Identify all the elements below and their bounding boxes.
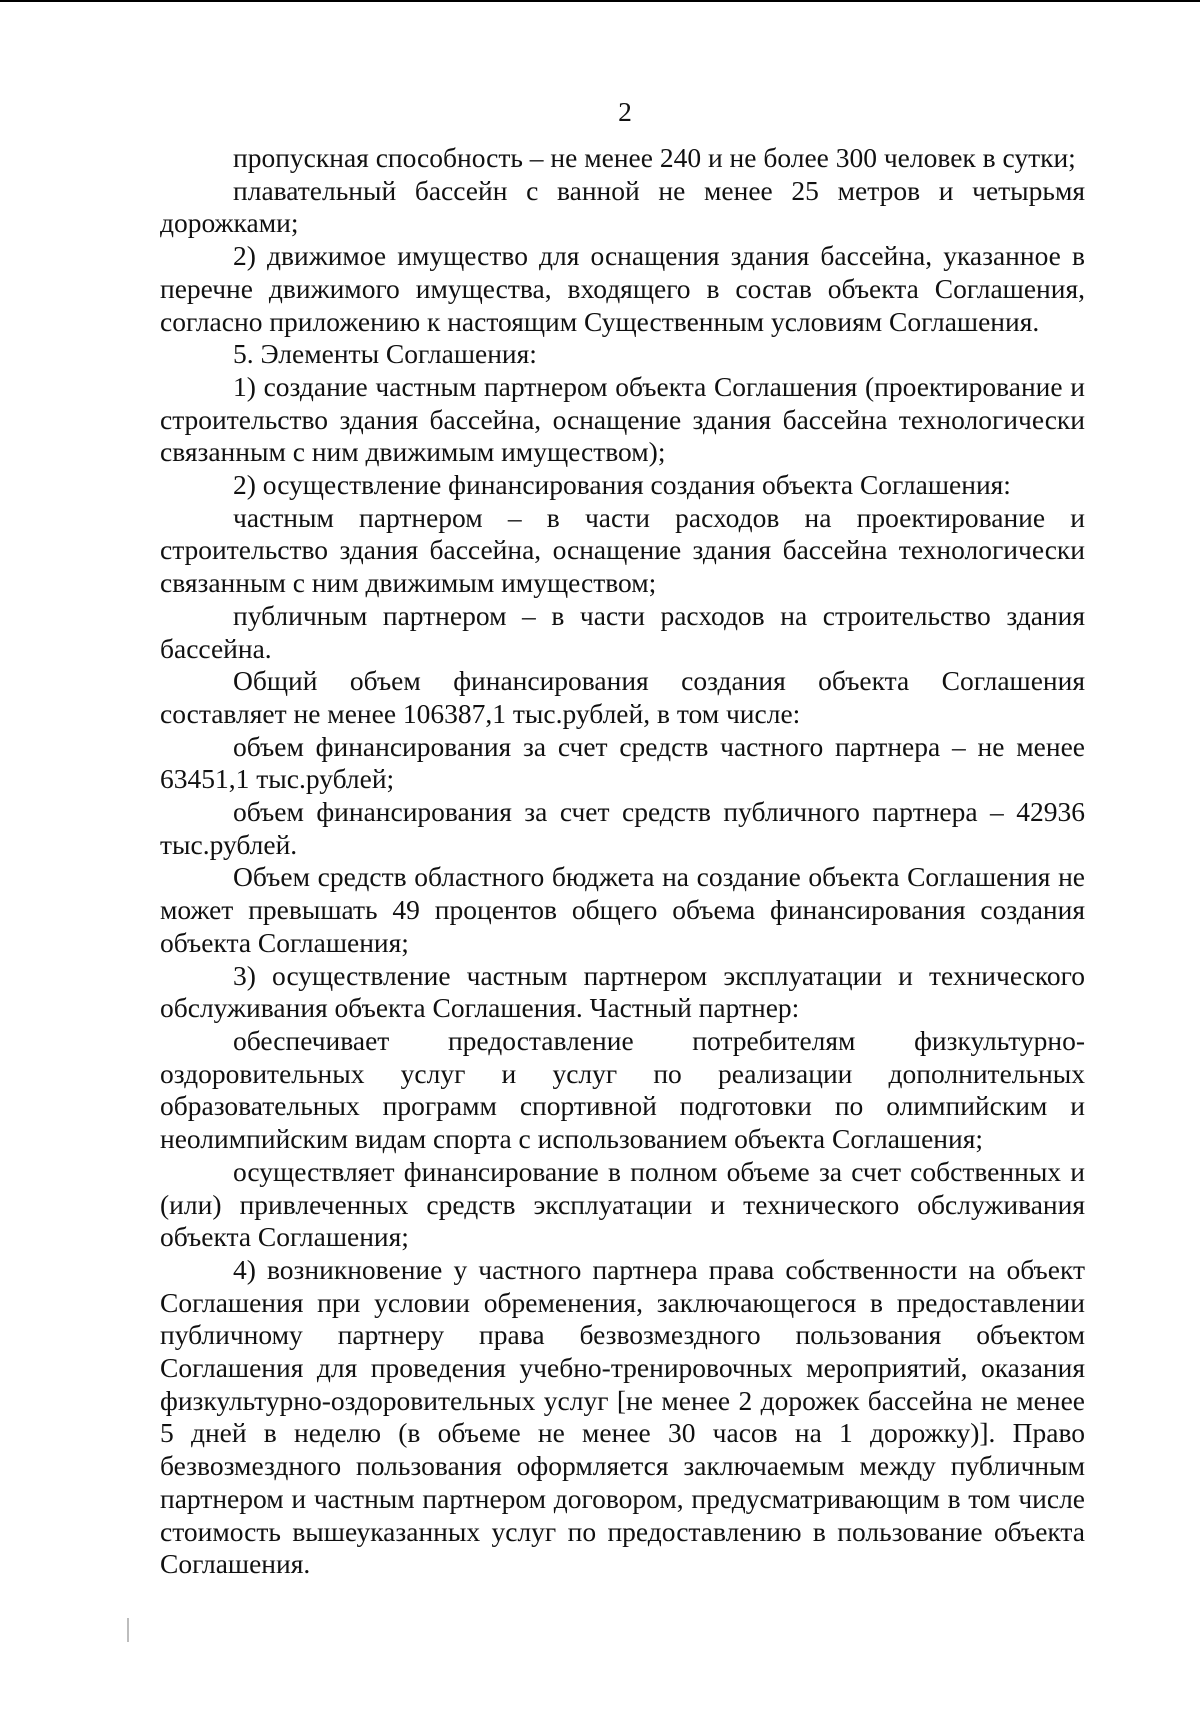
paragraph-agreement-elements-heading: 5. Элементы Соглашения: — [233, 338, 537, 370]
paragraph-financing: 2) осуществление финансирования создания объекта Соглашения: — [233, 469, 1011, 501]
paragraph-private-financing-amount: объем финансирования за счет средств частного партнера – не менее 63451,1 тыс.рублей; — [160, 730, 1085, 795]
paragraph-creation: 1) создание частным партнером объекта Соглашения (проектирование и строительство здания бассейна, оснащение здания бассейна технологически связанным с ним движимым имуществом); — [160, 370, 1085, 468]
scan-top-edge — [0, 0, 1200, 2]
paragraph-throughput: пропускная способность – не менее 240 и не более 300 человек в сутки; — [233, 142, 1076, 173]
paragraph-operation: 3) осуществление частным партнером эксплуатации и технического обслуживания объекта Соглашения. Частный партнер: — [160, 959, 1085, 1024]
paragraph-public-financing-amount: объем финансирования за счет средств публичного партнера – 42936 тыс.рублей. — [160, 796, 1085, 860]
paragraph-total-financing: Общий объем финансирования создания объекта Соглашения составляет не менее 106387,1 тыс.рублей, в том числе: — [160, 665, 1085, 729]
paragraph-public-partner-costs: публичным партнером – в части расходов на строительство здания бассейна. — [160, 599, 1085, 664]
paragraph-pool: плавательный бассейн с ванной не менее 25 метров и четырьмя дорожками; — [160, 174, 1085, 239]
paragraph-services: обеспечивает предоставление потребителям физкультурно-оздоровительных услуг и услуг по реализации дополнительных образовательных программ спортивной подготовки по олимпийским и неолимпийским видам спорта с использованием объекта Соглашения; — [160, 1024, 1085, 1155]
scan-margin-mark — [127, 1618, 129, 1642]
paragraph-ownership: 4) возникновение у частного партнера права собственности на объект Соглашения при условии обременения, заключающегося в предоставлении публичному партнеру права безвозмездного пользования объектом Соглашения для проведения учебно-тренировочных мероприятий, оказания физкультурно-оздоровительных услуг [не менее 2 дорожек бассейна не менее 5 дней в неделю (в объеме не менее 30 часов на 1 дорожку)]. Право безвозмездного пользования оформляется заключаемым между публичным партнером и частным партнером договором, предусматривающим в том числе стоимость вышеуказанных услуг по предоставлению в пользование объекта Соглашения. — [160, 1253, 1085, 1580]
paragraph-regional-budget: Объем средств областного бюджета на создание объекта Соглашения не может превышать 49 процентов общего объема финансирования создания объекта Соглашения; — [160, 861, 1085, 958]
document-body — [160, 142, 1085, 1581]
paragraph-private-partner-costs: частным партнером – в части расходов на проектирование и строительство здания бассейна, оснащение здания бассейна технологически связанным с ним движимым имуществом; — [160, 501, 1085, 599]
paragraph-operation-financing: осуществляет финансирование в полном объеме за счет собственных и (или) привлеченных средств эксплуатации и технического обслуживания объекта Соглашения; — [160, 1155, 1085, 1253]
paragraph-movable-property: 2) движимое имущество для оснащения здания бассейна, указанное в перечне движимого имущества, входящего в состав объекта Соглашения, согласно приложению к настоящим Существенным условиям Соглашения. — [160, 240, 1085, 337]
page-number: 2 — [618, 96, 632, 127]
